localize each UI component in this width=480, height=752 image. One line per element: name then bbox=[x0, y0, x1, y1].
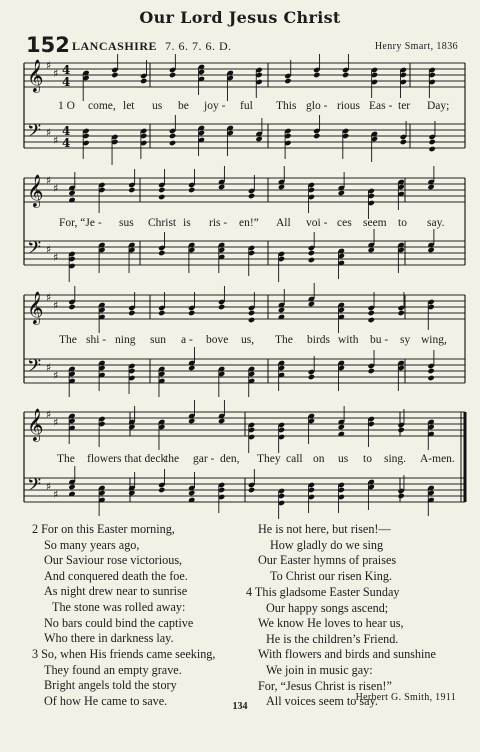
note-head bbox=[218, 184, 225, 190]
note-head bbox=[248, 317, 255, 323]
bass-clef-icon: 𝄢 bbox=[27, 475, 42, 500]
lyric-syllable: den, bbox=[220, 453, 240, 465]
lyric-syllable: For, “Je - bbox=[59, 217, 102, 229]
lyric-line-2 bbox=[0, 217, 480, 233]
lyric-syllable: ful bbox=[240, 100, 253, 112]
lyric-syllable: sing. bbox=[384, 453, 407, 465]
sharp-icon: ♯ bbox=[46, 361, 52, 374]
sharp-icon: ♯ bbox=[53, 488, 59, 501]
lyric-syllable: a - bbox=[181, 334, 193, 346]
time-signature: 4 bbox=[62, 124, 71, 138]
lyric-syllable: is bbox=[183, 217, 191, 229]
note-head bbox=[338, 424, 345, 430]
note-head bbox=[308, 374, 315, 380]
lyric-syllable: call bbox=[286, 453, 303, 465]
note-head bbox=[368, 310, 375, 316]
lyric-syllable: say. bbox=[427, 217, 445, 229]
lyric-syllable: sus bbox=[119, 217, 134, 229]
verse-line: Of how He came to save. bbox=[44, 693, 168, 708]
note-head bbox=[68, 304, 75, 310]
verse-line: He is not here, but risen!— bbox=[258, 522, 391, 536]
sharp-icon: ♯ bbox=[53, 299, 59, 312]
verse-line: He is the children’s Friend. bbox=[266, 631, 399, 646]
page-number: 134 bbox=[232, 701, 248, 712]
verse-line: Our Easter hymns of praises bbox=[258, 553, 397, 568]
sharp-icon: ♯ bbox=[46, 480, 52, 493]
sharp-icon: ♯ bbox=[46, 243, 52, 256]
sharp-icon: ♯ bbox=[53, 134, 59, 147]
note-head bbox=[368, 247, 375, 253]
note-head bbox=[427, 247, 434, 253]
note-head bbox=[427, 368, 434, 374]
time-signature: 4 bbox=[62, 75, 71, 89]
verse-line: For, “Jesus Christ is risen!” bbox=[258, 678, 392, 693]
note-head bbox=[427, 184, 434, 190]
lyric-syllable: ning bbox=[115, 334, 136, 346]
lyric-syllable: with bbox=[338, 334, 359, 346]
time-signature: 4 bbox=[62, 63, 71, 77]
meter: 7. 6. 7. 6. D. bbox=[165, 39, 232, 53]
lyric-syllable: A-men. bbox=[420, 453, 455, 465]
treble-clef-icon: 𝄞 bbox=[27, 408, 44, 441]
lyric-syllable: gar - bbox=[193, 453, 215, 465]
lyric-syllable: The bbox=[275, 334, 293, 346]
note-head bbox=[368, 317, 375, 323]
lyric-syllable: birds bbox=[307, 334, 330, 346]
lyric-syllable: rious bbox=[337, 100, 360, 112]
verse-line: 4 This gladsome Easter Sunday bbox=[246, 585, 400, 599]
note-head bbox=[68, 190, 75, 196]
section-header: Our Lord Jesus Christ bbox=[139, 8, 341, 27]
note-head bbox=[428, 139, 435, 145]
lyric-syllable: ris - bbox=[209, 217, 228, 229]
lyric-syllable: All bbox=[276, 217, 291, 229]
verse-line: To Christ our risen King. bbox=[270, 568, 393, 583]
lyric-syllable: to bbox=[363, 453, 372, 465]
note-head bbox=[128, 490, 135, 496]
note-head bbox=[158, 187, 165, 193]
author-credit: Herbert G. Smith, 1911 bbox=[355, 692, 456, 703]
lyric-syllable: us bbox=[152, 100, 163, 112]
lyric-syllable: seem bbox=[363, 217, 387, 229]
verse-line: So many years ago, bbox=[44, 537, 140, 552]
lyric-syllable: the bbox=[165, 453, 180, 465]
treble-clef-icon: 𝄞 bbox=[27, 174, 44, 207]
verse-line: 2 For on this Easter morning, bbox=[32, 522, 175, 536]
sharp-icon: ♯ bbox=[46, 408, 52, 421]
sharp-icon: ♯ bbox=[46, 174, 52, 187]
lyric-line-3 bbox=[0, 334, 480, 350]
lyric-syllable: be bbox=[178, 100, 189, 112]
lyric-syllable: on bbox=[313, 453, 325, 465]
lyric-syllable: us, bbox=[241, 334, 255, 346]
note-head bbox=[248, 487, 255, 493]
note-head bbox=[338, 190, 345, 196]
note-head bbox=[397, 427, 404, 433]
verse-line: They found an empty grave. bbox=[44, 662, 182, 677]
note-head bbox=[169, 140, 176, 146]
sharp-icon: ♯ bbox=[46, 291, 52, 304]
note-head bbox=[313, 72, 320, 78]
lyric-syllable: bu - bbox=[370, 334, 389, 346]
verse-line: Our Saviour rose victorious, bbox=[44, 553, 183, 568]
lyric-syllable: ter bbox=[398, 100, 411, 112]
note-head bbox=[248, 310, 255, 316]
note-head bbox=[188, 310, 195, 316]
verse-line: No bars could bind the captive bbox=[44, 615, 194, 630]
lyric-syllable: shi - bbox=[86, 334, 107, 346]
note-head bbox=[158, 194, 165, 200]
note-head bbox=[158, 487, 165, 493]
verse-line: Bright angels told the story bbox=[44, 678, 177, 693]
note-head bbox=[397, 310, 404, 316]
verse-line: As night drew near to sunrise bbox=[44, 584, 188, 599]
note-head bbox=[255, 136, 262, 142]
hymn-number: 152 bbox=[26, 33, 70, 57]
sharp-icon: ♯ bbox=[53, 251, 59, 264]
note-head bbox=[342, 72, 349, 78]
lyric-syllable: The bbox=[59, 334, 77, 346]
note-head bbox=[111, 72, 118, 78]
treble-clef-icon: 𝄞 bbox=[27, 59, 44, 92]
verse-line: How gladly do we sing bbox=[270, 537, 384, 552]
lyric-line-1 bbox=[0, 100, 480, 116]
sharp-icon: ♯ bbox=[46, 126, 52, 139]
verse-line: Our happy songs ascend; bbox=[266, 600, 389, 615]
lyric-syllable: sy bbox=[400, 334, 411, 346]
note-head bbox=[140, 78, 147, 84]
lyric-syllable: bove bbox=[206, 334, 229, 346]
bass-clef-icon: 𝄢 bbox=[27, 121, 42, 146]
lyric-syllable: glo - bbox=[306, 100, 328, 112]
sharp-icon: ♯ bbox=[53, 67, 59, 80]
note-head bbox=[427, 375, 434, 381]
note-head bbox=[158, 250, 165, 256]
note-head bbox=[169, 72, 176, 78]
note-head bbox=[128, 310, 135, 316]
verse-line: Who there in darkness lay. bbox=[44, 631, 174, 646]
note-head bbox=[428, 146, 435, 152]
lyric-syllable: ces bbox=[337, 217, 352, 229]
note-head bbox=[68, 484, 75, 490]
composer: Henry Smart, 1836 bbox=[374, 41, 458, 52]
lyric-syllable: They bbox=[257, 453, 281, 465]
note-head bbox=[218, 304, 225, 310]
note-head bbox=[308, 250, 315, 256]
note-head bbox=[313, 133, 320, 139]
lyric-syllable: voi - bbox=[306, 217, 328, 229]
note-head bbox=[188, 365, 195, 371]
verse-line: We know He loves to hear us, bbox=[258, 616, 404, 631]
tune-name: LANCASHIRE bbox=[72, 39, 158, 53]
lyric-syllable: flowers that deck bbox=[87, 453, 167, 465]
lyric-syllable: Day; bbox=[427, 100, 450, 112]
lyric-syllable: This bbox=[276, 100, 297, 112]
note-head bbox=[128, 424, 135, 430]
note-head bbox=[128, 187, 135, 193]
lyric-syllable: Eas - bbox=[369, 100, 393, 112]
note-head bbox=[218, 418, 225, 424]
verse-line: 3 So, when His friends came seeking, bbox=[32, 647, 216, 661]
verse-line: And conquered death the foe. bbox=[44, 568, 188, 583]
note-head bbox=[158, 310, 165, 316]
note-head bbox=[188, 418, 195, 424]
note-head bbox=[278, 307, 285, 313]
lyric-syllable: to bbox=[398, 217, 407, 229]
sharp-icon: ♯ bbox=[53, 416, 59, 429]
lyric-syllable: joy - bbox=[204, 100, 226, 112]
lyric-syllable: sun bbox=[150, 334, 166, 346]
note-head bbox=[278, 184, 285, 190]
verse-line: The stone was rolled away: bbox=[52, 599, 186, 614]
lyric-syllable: The bbox=[57, 453, 75, 465]
verse-2 bbox=[32, 522, 193, 647]
verse-3-continued bbox=[258, 522, 396, 584]
sharp-icon: ♯ bbox=[53, 369, 59, 382]
note-head bbox=[400, 139, 407, 145]
note-head bbox=[188, 490, 195, 496]
bass-clef-icon: 𝄢 bbox=[27, 356, 42, 381]
lyric-syllable: 1 O bbox=[58, 100, 75, 112]
treble-clef-icon: 𝄞 bbox=[27, 291, 44, 324]
time-signature: 4 bbox=[62, 136, 71, 150]
verse-line: With flowers and birds and sunshine bbox=[258, 647, 436, 662]
note-head bbox=[397, 493, 404, 499]
verse-line: All voices seem to say. bbox=[266, 694, 378, 709]
lyric-syllable: let bbox=[123, 100, 135, 112]
note-head bbox=[368, 368, 375, 374]
note-head bbox=[308, 257, 315, 263]
lyric-line-4 bbox=[0, 453, 480, 469]
lyric-syllable: wing, bbox=[421, 334, 447, 346]
sharp-icon: ♯ bbox=[46, 59, 52, 72]
note-head bbox=[248, 193, 255, 199]
verse-line: We join in music gay: bbox=[266, 662, 373, 677]
bass-clef-icon: 𝄢 bbox=[27, 238, 42, 263]
lyric-syllable: us bbox=[338, 453, 349, 465]
note-head bbox=[169, 133, 176, 139]
lyric-syllable: Christ bbox=[148, 217, 177, 229]
note-head bbox=[308, 301, 315, 307]
lyric-syllable: en!” bbox=[239, 217, 259, 229]
sharp-icon: ♯ bbox=[53, 182, 59, 195]
lyric-syllable: come, bbox=[88, 100, 116, 112]
note-head bbox=[188, 187, 195, 193]
note-head bbox=[284, 78, 291, 84]
